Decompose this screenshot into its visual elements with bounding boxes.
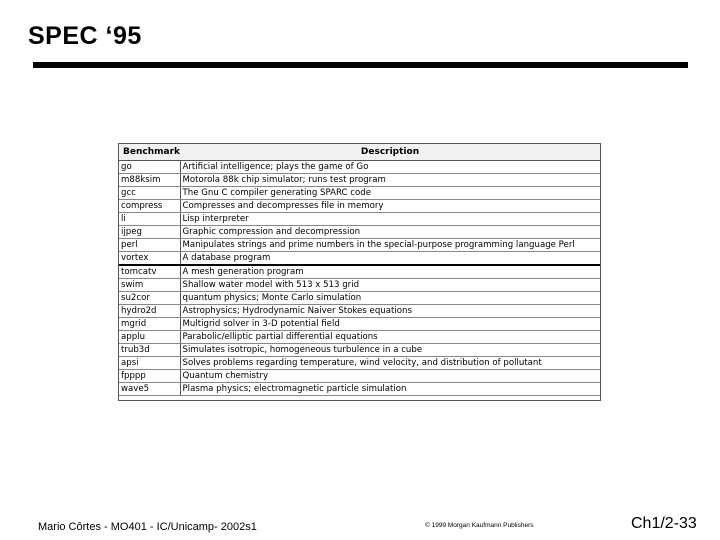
table-row [119,331,600,344]
benchmark-name: go [119,161,180,174]
benchmark-name: su2cor [119,292,180,305]
benchmark-description: Manipulates strings and prime numbers in the special-purpose programming language Perl [180,239,600,252]
benchmark-description: Astrophysics; Hydrodynamic Naiver Stokes equations [180,305,600,318]
table-row [119,383,600,396]
benchmark-description: Compresses and decompresses file in memory [180,200,600,213]
benchmark-description: Multigrid solver in 3-D potential field [180,318,600,331]
benchmark-name: gcc [119,187,180,200]
spec-benchmark-table [118,143,601,401]
benchmark-name: hydro2d [119,305,180,318]
benchmark-name: fpppp [119,370,180,383]
footer-copyright: © 1999 Morgan Kaufmann Publishers [425,522,534,529]
table-row [119,174,600,187]
description-header: Description [180,144,600,161]
benchmark-description: A database program [180,252,600,266]
benchmark-description: Solves problems regarding temperature, wind velocity, and distribution of pollutant [180,357,600,370]
benchmark-description: Motorola 88k chip simulator; runs test program [180,174,600,187]
table-row [119,292,600,305]
benchmark-name: wave5 [119,383,180,396]
benchmark-description: Shallow water model with 513 x 513 grid [180,279,600,292]
table-row [119,305,600,318]
benchmark-name: vortex [119,252,180,266]
title-underline [33,62,688,68]
benchmark-description: The Gnu C compiler generating SPARC code [180,187,600,200]
slide-number: Ch1/2-33 [631,515,697,532]
table-row [119,200,600,213]
benchmark-description: Lisp interpreter [180,213,600,226]
benchmark-description: Quantum chemistry [180,370,600,383]
table-row [119,161,600,174]
benchmark-name: compress [119,200,180,213]
table-row [119,344,600,357]
benchmark-description: A mesh generation program [180,265,600,279]
table-row [119,279,600,292]
benchmark-description: quantum physics; Monte Carlo simulation [180,292,600,305]
benchmark-description: Artificial intelligence; plays the game of Go [180,161,600,174]
slide-title: SPEC ‘95 [28,22,142,50]
benchmark-name: perl [119,239,180,252]
table-row [119,213,600,226]
table-row [119,357,600,370]
table-row [119,239,600,252]
benchmark-name: li [119,213,180,226]
benchmark-name: apsi [119,357,180,370]
table-row [119,252,600,266]
table-row [119,226,600,239]
benchmark-name: applu [119,331,180,344]
benchmark-name: tomcatv [119,265,180,279]
table-header-row [119,144,600,161]
table-row [119,265,600,279]
benchmark-description: Parabolic/elliptic partial differential equations [180,331,600,344]
benchmark-header: Benchmark [119,144,180,161]
footer-author: Mario Côrtes - MO401 - IC/Unicamp- 2002s1 [38,521,257,533]
benchmark-description: Simulates isotropic, homogeneous turbulence in a cube [180,344,600,357]
benchmark-name: m88ksim [119,174,180,187]
benchmark-description: Plasma physics; electromagnetic particle simulation [180,383,600,396]
table-row [119,318,600,331]
benchmark-name: swim [119,279,180,292]
benchmark-name: mgrid [119,318,180,331]
benchmark-name: ijpeg [119,226,180,239]
benchmark-description: Graphic compression and decompression [180,226,600,239]
table-row [119,370,600,383]
benchmark-name: trub3d [119,344,180,357]
table-row [119,187,600,200]
